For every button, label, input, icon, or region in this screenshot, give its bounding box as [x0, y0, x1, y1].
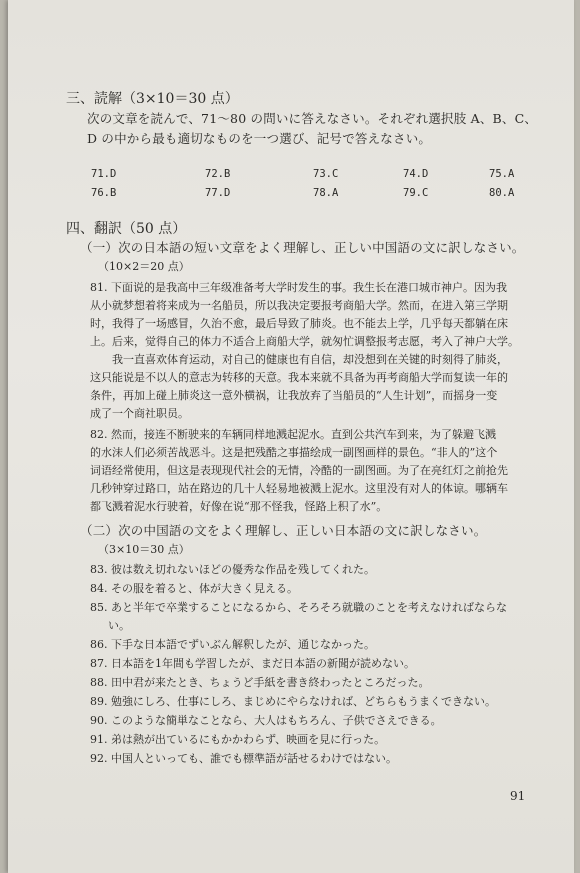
answer-item: 76.B [91, 187, 117, 199]
passage-line: 都飞溅着泥水行驶着，好像在说“那不怪我，怪路上积了水”。 [90, 500, 388, 513]
answer-item: 73.C [313, 168, 339, 180]
passage-line: 成了一个商社职员。 [90, 407, 189, 420]
sentence-line: 83. 彼は数え切れないほどの優秀な作品を残してくれた。 [90, 563, 375, 576]
sentence-line: 84. その服を着ると、体が大きく見える。 [90, 582, 298, 595]
passage-line: 几秒钟穿过路口，站在路边的几十人轻易地被溅上泥水。这里没有对人的体谅。哪辆车 [90, 482, 508, 495]
sentence-line: 91. 弟は熱が出ているにもかかわらず、映画を見に行った。 [90, 733, 386, 746]
sentence-line: 90. このような簡単なことなら、大人はもちろん、子供でさえできる。 [90, 714, 442, 727]
passage-line: 81. 下面说的是我高中三年级准备考大学时发生的事。我生长在港口城市神户。因为我 [90, 281, 507, 294]
page-number: 91 [510, 789, 526, 803]
sentence-line: 88. 田中君が来たとき、ちょうど手紙を書き終わったところだった。 [90, 676, 430, 689]
sentence-line: 86. 下手な日本語でずいぶん解釈したが、通じなかった。 [90, 638, 375, 651]
exam-page [8, 0, 574, 873]
answer-item: 79.C [403, 187, 429, 199]
sentence-line: 87. 日本語を1年間も学習したが、まだ日本語の新聞が読めない。 [90, 657, 415, 670]
section3-heading: 三、読解（3×10＝30 点） [66, 91, 239, 107]
passage-line: 从小就梦想着将来成为一名船员，所以我决定要报考商船大学。然而，在进入第三学期 [90, 299, 508, 312]
part2-heading: （二）次の中国語の文をよく理解し、正しい日本語の文に訳しなさい。 [80, 523, 487, 538]
section3-instruction-line: D の中から最も適切なものを一つ選び、記号で答えなさい。 [87, 131, 432, 146]
sentence-line: 89. 勉強にしろ、仕事にしろ、まじめにやらなければ、どちらもうまくできない。 [90, 695, 496, 708]
answer-item: 75.A [489, 168, 515, 180]
passage-line: 词语经常使用，但这是表现现代社会的无情，冷酷的一副图画。为了在亮红灯之前抢先 [90, 464, 508, 477]
passage-line: 时，我得了一场感冒，久治不愈，最后导致了肺炎。也不能去上学，几乎每天都躺在床 [90, 317, 508, 330]
answer-item: 71.D [91, 168, 117, 180]
answer-item: 77.D [205, 187, 231, 199]
passage-line: 的水沫人们必须苦战恶斗。这是把残酷之事描绘成一副图画样的景色。“非人的”这个 [90, 446, 498, 459]
sentence-line: い。 [108, 619, 130, 632]
passage-line: 条件，再加上碰上肺炎这一意外横祸，让我放弃了当船员的“人生计划”，而摇身一变 [90, 389, 498, 402]
answer-item: 72.B [205, 168, 231, 180]
part2-score: （3×10＝30 点） [98, 543, 190, 556]
answer-item: 74.D [403, 168, 429, 180]
passage-line: 我一直喜欢体育运动，对自己的健康也有自信，却没想到在关键的时刻得了肺炎， [112, 353, 508, 366]
part1-heading: （一）次の日本語の短い文章をよく理解し、正しい中国語の文に訳しなさい。 [80, 240, 525, 255]
passage-line: 这只能说是不以人的意志为转移的天意。我本来就不具备为再考商船大学而复读一年的 [90, 371, 508, 384]
sentence-line: 92. 中国人といっても、誰でも標準語が話せるわけではない。 [90, 752, 397, 765]
passage-line: 82. 然而，接连不断驶来的车辆同样地溅起泥水。直到公共汽车到来，为了躲避飞溅 [90, 428, 496, 441]
section3-instruction-line: 次の文章を読んで、71〜80 の問いに答えなさい。それぞれ選択肢 A、B、C、 [87, 111, 538, 126]
passage-line: 上。后来，觉得自己的体力不适合上商船大学，就匆忙调整报考志愿，考入了神户大学。 [90, 335, 519, 348]
part1-score: （10×2＝20 点） [98, 260, 190, 273]
section4-heading: 四、翻訳（50 点） [66, 221, 187, 237]
sentence-line: 85. あと半年で卒業することになるから、そろそろ就職のことを考えなければならな [90, 601, 507, 614]
answer-item: 78.A [313, 187, 339, 199]
answer-item: 80.A [489, 187, 515, 199]
